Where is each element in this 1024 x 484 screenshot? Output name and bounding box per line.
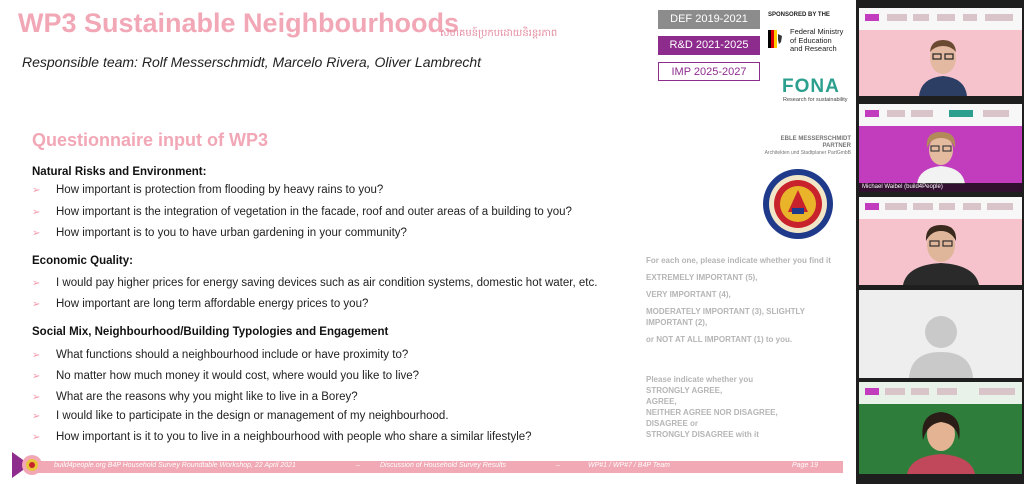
- slide-title-khmer: សហគមន៍ប្រកបដោយនិរន្តរភាព: [440, 28, 558, 39]
- question-item: [32, 206, 572, 218]
- note-line: DISAGREE or: [646, 419, 699, 428]
- note-line: MODERATELY IMPORTANT (3), SLIGHTLY IMPORTANT (2),: [646, 307, 805, 327]
- question-text: How important is to you to have urban gardening in your community?: [56, 227, 407, 239]
- question-item: [32, 298, 368, 310]
- question-text: What are the reasons why you might like to live in a Borey?: [56, 391, 358, 403]
- slide-title: WP3 Sustainable Neighbourhoods: [18, 8, 460, 38]
- note-line: STRONGLY DISAGREE with it: [646, 430, 759, 439]
- footer-team: WP#1 / WP#7 / B4P Team: [588, 462, 670, 469]
- section-economic-quality: Economic Quality:: [32, 255, 133, 267]
- arrow-bullet-icon: ➢: [32, 350, 41, 361]
- footer-dash: –: [556, 462, 560, 469]
- participant-person-icon: [899, 406, 983, 474]
- participant-name-tag: Michael Waibel (build4People): [859, 183, 1022, 192]
- b4p-logo-icon: [10, 450, 44, 480]
- participant-video-tile[interactable]: [859, 290, 1022, 378]
- footer-event: build4people.org B4P Household Survey Roundtable Workshop, 22 April 2021: [54, 462, 296, 469]
- ministry-line-2: of Education: [790, 35, 832, 45]
- participant-person-icon: [893, 221, 989, 285]
- question-item: [32, 184, 383, 196]
- default-avatar-icon: [905, 310, 977, 378]
- question-text: I would pay higher prices for energy saving devices such as air condition systems, domestic hot water, etc.: [56, 277, 598, 289]
- arrow-bullet-icon: ➢: [32, 411, 41, 422]
- question-item: [32, 349, 408, 361]
- question-text: How important is the integration of vegetation in the facade, roof and outer areas of a building to you?: [56, 206, 572, 218]
- question-item: [32, 370, 419, 382]
- participant-video-tile[interactable]: [859, 8, 1022, 96]
- logo-strip: [859, 104, 1022, 126]
- arrow-bullet-icon: ➢: [32, 228, 41, 239]
- section-social-mix: Social Mix, Neighbourhood/Building Typologies and Engagement: [32, 326, 389, 338]
- arrow-bullet-icon: ➢: [32, 432, 41, 443]
- participant-person-icon: [911, 128, 971, 184]
- arrow-bullet-icon: ➢: [32, 371, 41, 382]
- participant-person-icon: [915, 34, 971, 96]
- arrow-bullet-icon: ➢: [32, 392, 41, 403]
- section-natural-risks: Natural Risks and Environment:: [32, 166, 207, 178]
- ministry-line-3: and Research: [790, 44, 837, 53]
- bmbf-logo-text: [790, 28, 850, 54]
- question-text: How important is it to you to live in a neighbourhood with people who share a similar lifestyle?: [56, 431, 532, 443]
- question-text: I would like to participate in the design or management of my neighbourhood.: [56, 410, 449, 422]
- question-text: How important are long term affordable energy prices to you?: [56, 298, 369, 310]
- question-item: [32, 277, 597, 289]
- question-text: How important is protection from flooding by heavy rains to you?: [56, 184, 384, 196]
- participant-video-tile[interactable]: [859, 382, 1022, 474]
- eble-line-1: EBLE MESSERSCHMIDT PARTNER: [780, 136, 851, 149]
- arrow-bullet-icon: ➢: [32, 207, 41, 218]
- arrow-bullet-icon: ➢: [32, 278, 41, 289]
- footer-dash: –: [356, 462, 360, 469]
- federal-eagle-icon: [768, 30, 782, 48]
- questionnaire-heading: Questionnaire input of WP3: [32, 130, 269, 150]
- fona-subtitle: Research for sustainability: [783, 97, 848, 103]
- note-line: VERY IMPORTANT (4),: [646, 290, 731, 299]
- importance-scale-note: [646, 255, 846, 345]
- arrow-bullet-icon: ➢: [32, 185, 41, 196]
- note-line: NEITHER AGREE NOR DISAGREE,: [646, 408, 778, 417]
- logo-strip: [859, 8, 1022, 30]
- note-line: AGREE,: [646, 397, 677, 406]
- note-line: EXTREMELY IMPORTANT (5),: [646, 273, 758, 282]
- eble-line-2: Architekten und Stadtplaner PartGmbB: [764, 150, 851, 156]
- phase-def-box: DEF 2019-2021: [658, 10, 760, 29]
- question-text: No matter how much money it would cost, where would you like to live?: [56, 370, 420, 382]
- footer-topic: Discussion of Household Survey Results: [380, 462, 507, 469]
- agreement-scale-note: [646, 374, 846, 440]
- university-seal-icon: [762, 168, 834, 240]
- logo-strip: [859, 382, 1022, 404]
- logo-strip: [859, 197, 1022, 219]
- arrow-bullet-icon: ➢: [32, 299, 41, 310]
- fona-logo: FONA: [782, 76, 840, 97]
- participant-video-tile[interactable]: [859, 104, 1022, 192]
- footer-page: Page 19: [792, 462, 819, 469]
- participant-video-tile[interactable]: [859, 197, 1022, 285]
- slide-footer: [28, 461, 843, 473]
- note-line: For each one, please indicate whether you find it: [646, 256, 831, 265]
- note-line: or NOT AT ALL IMPORTANT (1) to you.: [646, 335, 793, 344]
- question-text: What functions should a neighbourhood include or have proximity to?: [56, 349, 409, 361]
- question-item: [32, 391, 358, 403]
- note-line: Please indicate whether you: [646, 375, 754, 384]
- sponsor-label: SPONSORED BY THE: [768, 12, 830, 18]
- question-item: [32, 410, 449, 422]
- question-item: [32, 227, 407, 239]
- responsible-team: Responsible team: Rolf Messerschmidt, Marcelo Rivera, Oliver Lambrecht: [22, 54, 482, 70]
- eble-logo-text: [753, 136, 851, 157]
- question-item: [32, 431, 532, 443]
- note-line: STRONGLY AGREE,: [646, 386, 723, 395]
- phase-imp-box: IMP 2025-2027: [658, 62, 760, 81]
- ministry-line-1: Federal Ministry: [790, 27, 844, 36]
- phase-rd-box: R&D 2021-2025: [658, 36, 760, 55]
